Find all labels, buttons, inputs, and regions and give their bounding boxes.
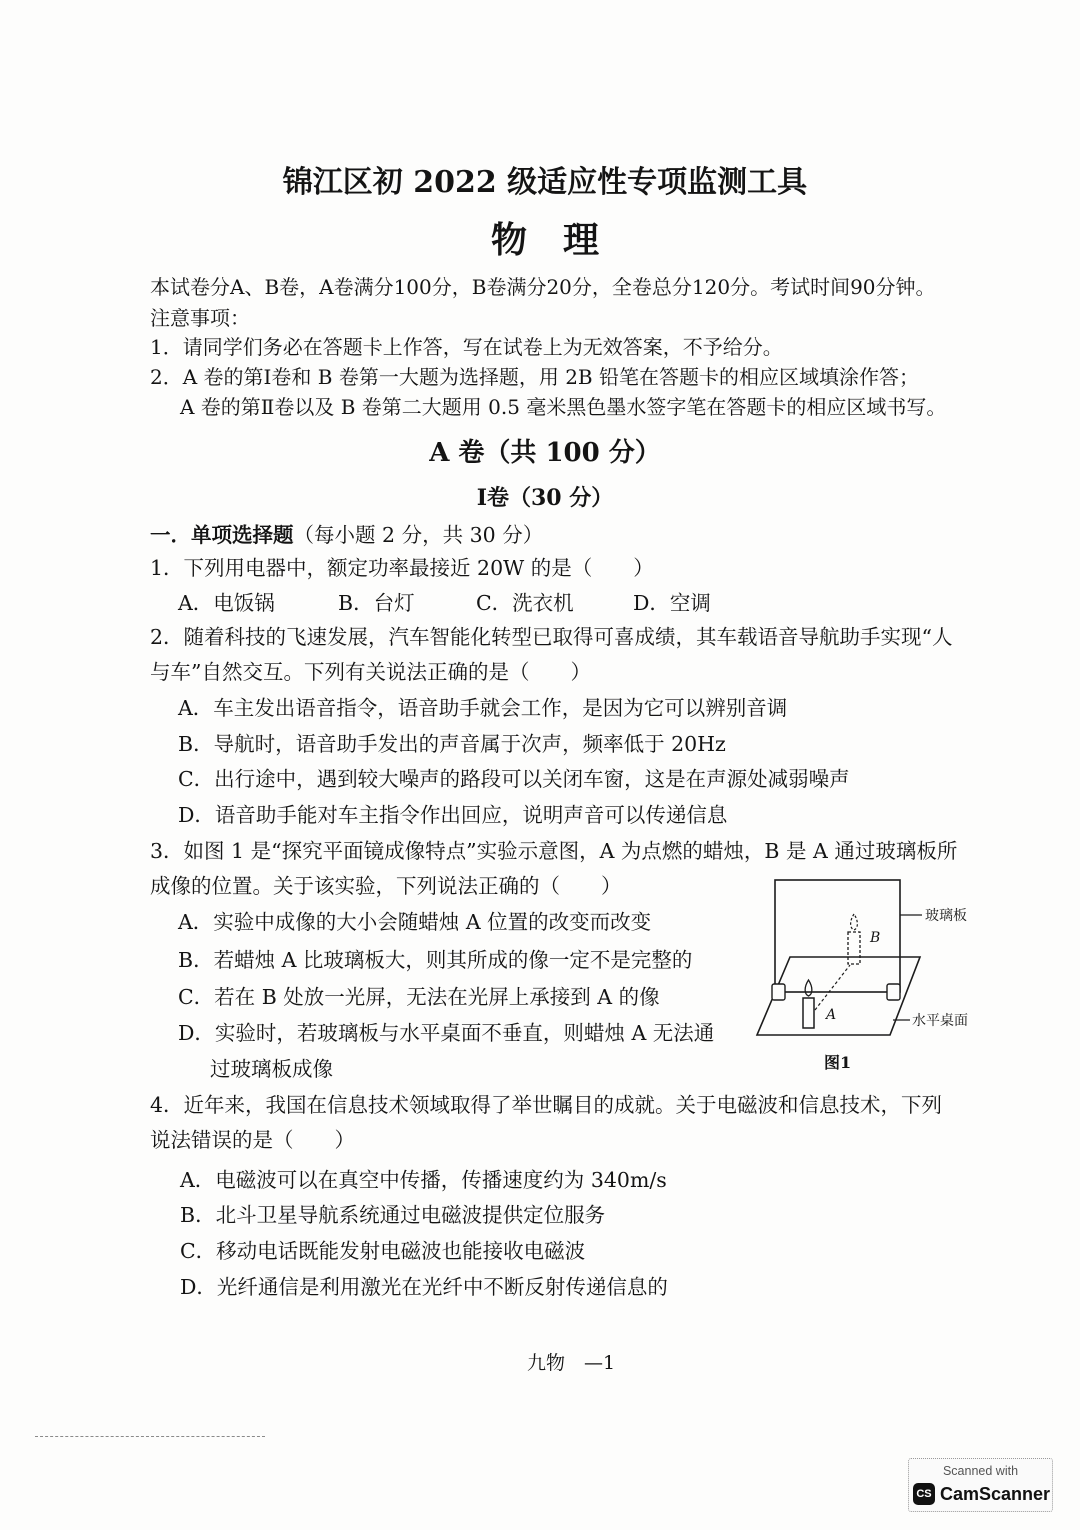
left-clamp [772, 984, 785, 1000]
candle-b-flame [851, 914, 858, 930]
right-clamp [887, 984, 900, 1000]
note-item: 1．请同学们务必在答题卡上作答，写在试卷上为无效答案，不予给分。 [150, 335, 783, 359]
notes-title: 注意事项： [150, 306, 250, 330]
watermark-caption: Scanned with [942, 1464, 1019, 1478]
question-2-stem: 2．随着科技的飞速发展，汽车智能化转型已取得可喜成绩，其车载语音导航助手实现“人 [150, 625, 953, 649]
figure-1-plane-mirror-setup [750, 870, 980, 1075]
option-d: D．实验时，若玻璃板与水平桌面不垂直，则蜡烛 A 无法通 [178, 1021, 715, 1045]
option-c: C．洗衣机 [476, 591, 574, 615]
option-d: D．空调 [633, 591, 711, 615]
note-item: 2．A 卷的第Ⅰ卷和 B 卷第一大题为选择题，用 2B 铅笔在答题卡的相应区域填涂作答； [150, 365, 919, 389]
option-b: B．北斗卫星导航系统通过电磁波提供定位服务 [180, 1203, 606, 1227]
glass-plate [775, 880, 900, 992]
heading-label: 一．单项选择题 [150, 523, 294, 547]
question-3-stem: 3．如图 1 是“探究平面镜成像特点”实验示意图，A 为点燃的蜡烛，B 是 A 通过玻璃板所 [150, 839, 958, 863]
question-1-stem: 1．下列用电器中，额定功率最接近 20W 的是（ ） [150, 556, 654, 580]
question-2-stem-cont: 与车”自然交互。下列有关说法正确的是（ ） [150, 660, 591, 684]
camscanner-watermark [908, 1458, 1053, 1512]
question-3-stem-cont: 成像的位置。关于该实验，下列说法正确的（ ） [150, 874, 622, 898]
watermark-brand: CamScanner [940, 1484, 1051, 1504]
option-c: C．若在 B 处放一光屏，无法在光屏上承接到 A 的像 [178, 985, 660, 1009]
question-1-options [0, 592, 1080, 614]
subject-title: 物 理 [490, 219, 599, 261]
section-title: A 卷（共 100 分） [429, 438, 661, 468]
heading-note: （每小题 2 分，共 30 分） [293, 523, 544, 547]
option-a: A．车主发出语音指令，语音助手就会工作，是因为它可以辨别音调 [178, 696, 788, 720]
figure-caption: 图1 [824, 1053, 852, 1072]
option-d: D．光纤通信是利用激光在光纤中不断反射传递信息的 [180, 1275, 668, 1299]
exam-intro: 本试卷分A、B卷，A卷满分100分，B卷满分20分，全卷总分120分。考试时间90分钟。 [150, 275, 936, 299]
glass-plate-label: 玻璃板 [925, 908, 967, 924]
option-c: C．移动电话既能发射电磁波也能接收电磁波 [180, 1239, 586, 1263]
note-item-continued: A 卷的第Ⅱ卷以及 B 卷第二大题用 0.5 毫米黑色墨水签字笔在答题卡的相应区域书写。 [180, 395, 947, 419]
option-a: A．电饭锅 [178, 591, 275, 615]
camscanner-logo-icon: CS [913, 1483, 935, 1505]
candle-a [803, 998, 814, 1028]
candle-b-image [848, 932, 860, 964]
question-4-stem: 4．近年来，我国在信息技术领域取得了举世瞩目的成就。关于电磁波和信息技术，下列 [150, 1093, 943, 1117]
question-group-heading [150, 524, 543, 546]
option-d-cont: 过玻璃板成像 [210, 1057, 333, 1081]
option-a: A．电磁波可以在真空中传播，传播速度约为 340m/s [180, 1168, 667, 1192]
scan-edge-line [35, 1436, 265, 1437]
question-4-stem-cont: 说法错误的是（ ） [150, 1128, 355, 1152]
candle-a-label: A [826, 1007, 837, 1023]
option-b: B．台灯 [338, 591, 415, 615]
part-title: Ⅰ卷（30 分） [476, 485, 614, 511]
candle-b-label: B [870, 930, 881, 946]
exam-title: 锦江区初 2022 级适应性专项监测工具 [282, 165, 808, 200]
candle-a-flame [805, 980, 812, 996]
option-d: D．语音助手能对车主指令作出回应，说明声音可以传递信息 [178, 803, 728, 827]
option-b: B．导航时，语音助手发出的声音属于次声，频率低于 20Hz [178, 732, 726, 756]
option-c: C．出行途中，遇到较大噪声的路段可以关闭车窗，这是在声源处减弱噪声 [178, 767, 850, 791]
dashed-connector [815, 965, 850, 1010]
option-a: A．实验中成像的大小会随蜡烛 A 位置的改变而改变 [178, 910, 652, 934]
table-label: 水平桌面 [912, 1013, 968, 1029]
option-b: B．若蜡烛 A 比玻璃板大，则其所成的像一定不是完整的 [178, 948, 693, 972]
page-number: 九物 —1 [527, 1352, 616, 1374]
